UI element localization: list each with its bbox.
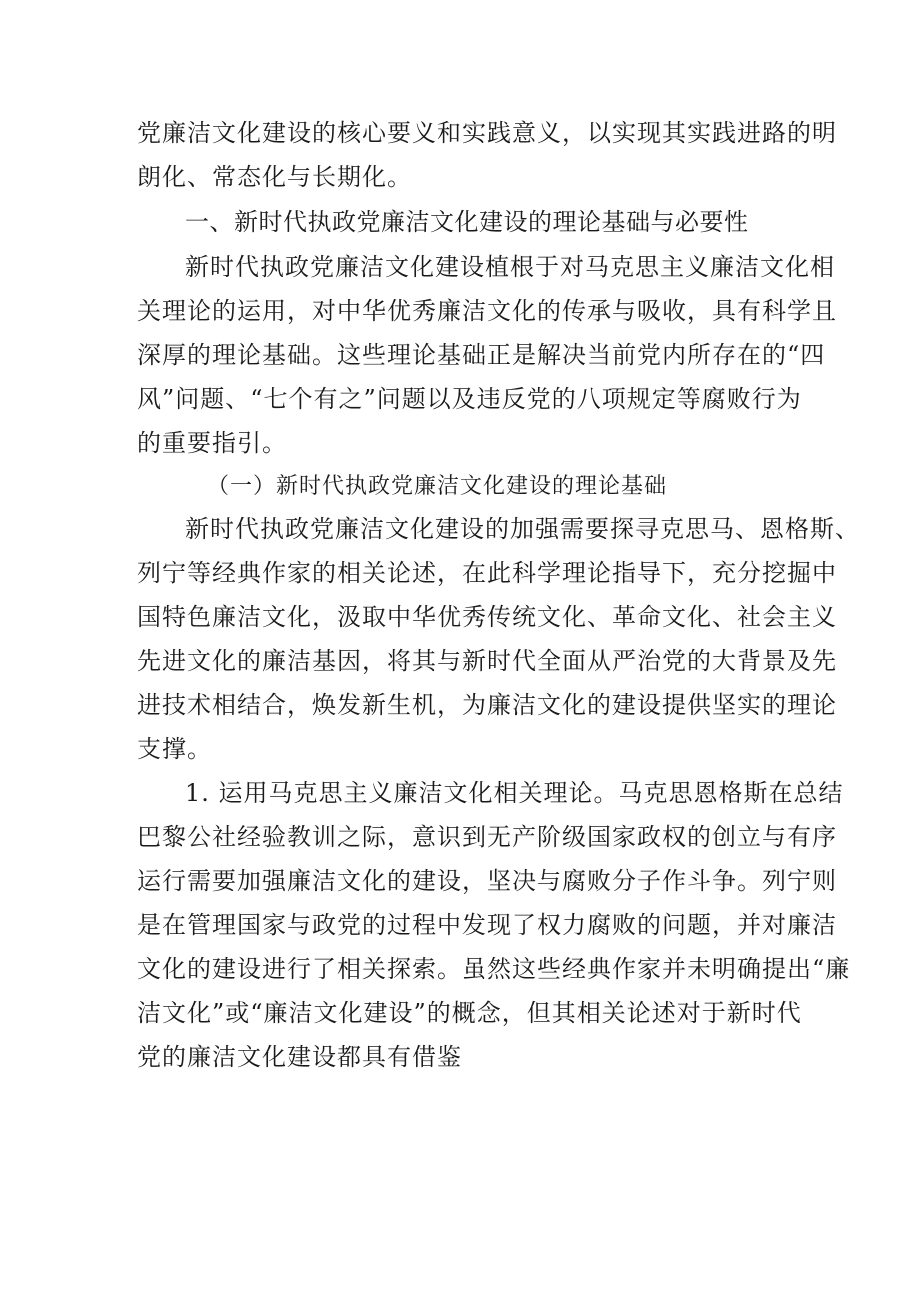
- section-heading: 一、新时代执政党廉洁文化建设的理论基础与必要性: [185, 208, 749, 236]
- paragraph-line: 新时代执政党廉洁文化建设的加强需要探寻克思马、恩格斯、: [185, 515, 860, 543]
- paragraph-line: 列宁等经典作家的相关论述，在此科学理论指导下，充分挖掘中: [137, 559, 837, 587]
- paragraph-line: 洁文化”或“廉洁文化建设”的概念，但其相关论述对于新时代: [137, 999, 802, 1027]
- paragraph-line: 支撑。: [137, 735, 212, 763]
- paragraph-line: 朗化、常态化与长期化。: [137, 163, 412, 191]
- paragraph-line: 党廉洁文化建设的核心要义和实践意义，以实现其实践进路的明: [137, 119, 837, 147]
- subsection-heading: （一）新时代执政党廉洁文化建设的理论基础: [207, 474, 668, 499]
- paragraph-line: 深厚的理论基础。这些理论基础正是解决当前党内所存在的“四: [137, 341, 826, 369]
- paragraph-line: 党的廉洁文化建设都具有借鉴: [137, 1043, 462, 1071]
- paragraph-line: 先进文化的廉洁基因，将其与新时代全面从严治党的大背景及先: [137, 647, 837, 675]
- paragraph-line: 巴黎公社经验教训之际，意识到无产阶级国家政权的创立与有序: [137, 823, 837, 851]
- paragraph-line: 的重要指引。: [137, 429, 287, 457]
- paragraph-line: 国特色廉洁文化，汲取中华优秀传统文化、革命文化、社会主义: [137, 603, 837, 631]
- paragraph-line: 进技术相结合，焕发新生机，为廉洁文化的建设提供坚实的理论: [137, 691, 837, 719]
- paragraph-line: 关理论的运用，对中华优秀廉洁文化的传承与吸收，具有科学且: [137, 297, 837, 325]
- paragraph-line: 是在管理国家与政党的过程中发现了权力腐败的问题，并对廉洁: [137, 911, 837, 939]
- paragraph-line: 文化的建设进行了相关探索。虽然这些经典作家并未明确提出“廉: [137, 955, 851, 983]
- paragraph-line: 运行需要加强廉洁文化的建设，坚决与腐败分子作斗争。列宁则: [137, 867, 837, 895]
- paragraph-line: 风”问题、“七个有之”问题以及违反党的八项规定等腐败行为: [137, 385, 802, 413]
- paragraph-line: 1. 运用马克思主义廉洁文化相关理论。马克思恩格斯在总结: [185, 779, 844, 807]
- paragraph-line: 新时代执政党廉洁文化建设植根于对马克思主义廉洁文化相: [185, 253, 835, 281]
